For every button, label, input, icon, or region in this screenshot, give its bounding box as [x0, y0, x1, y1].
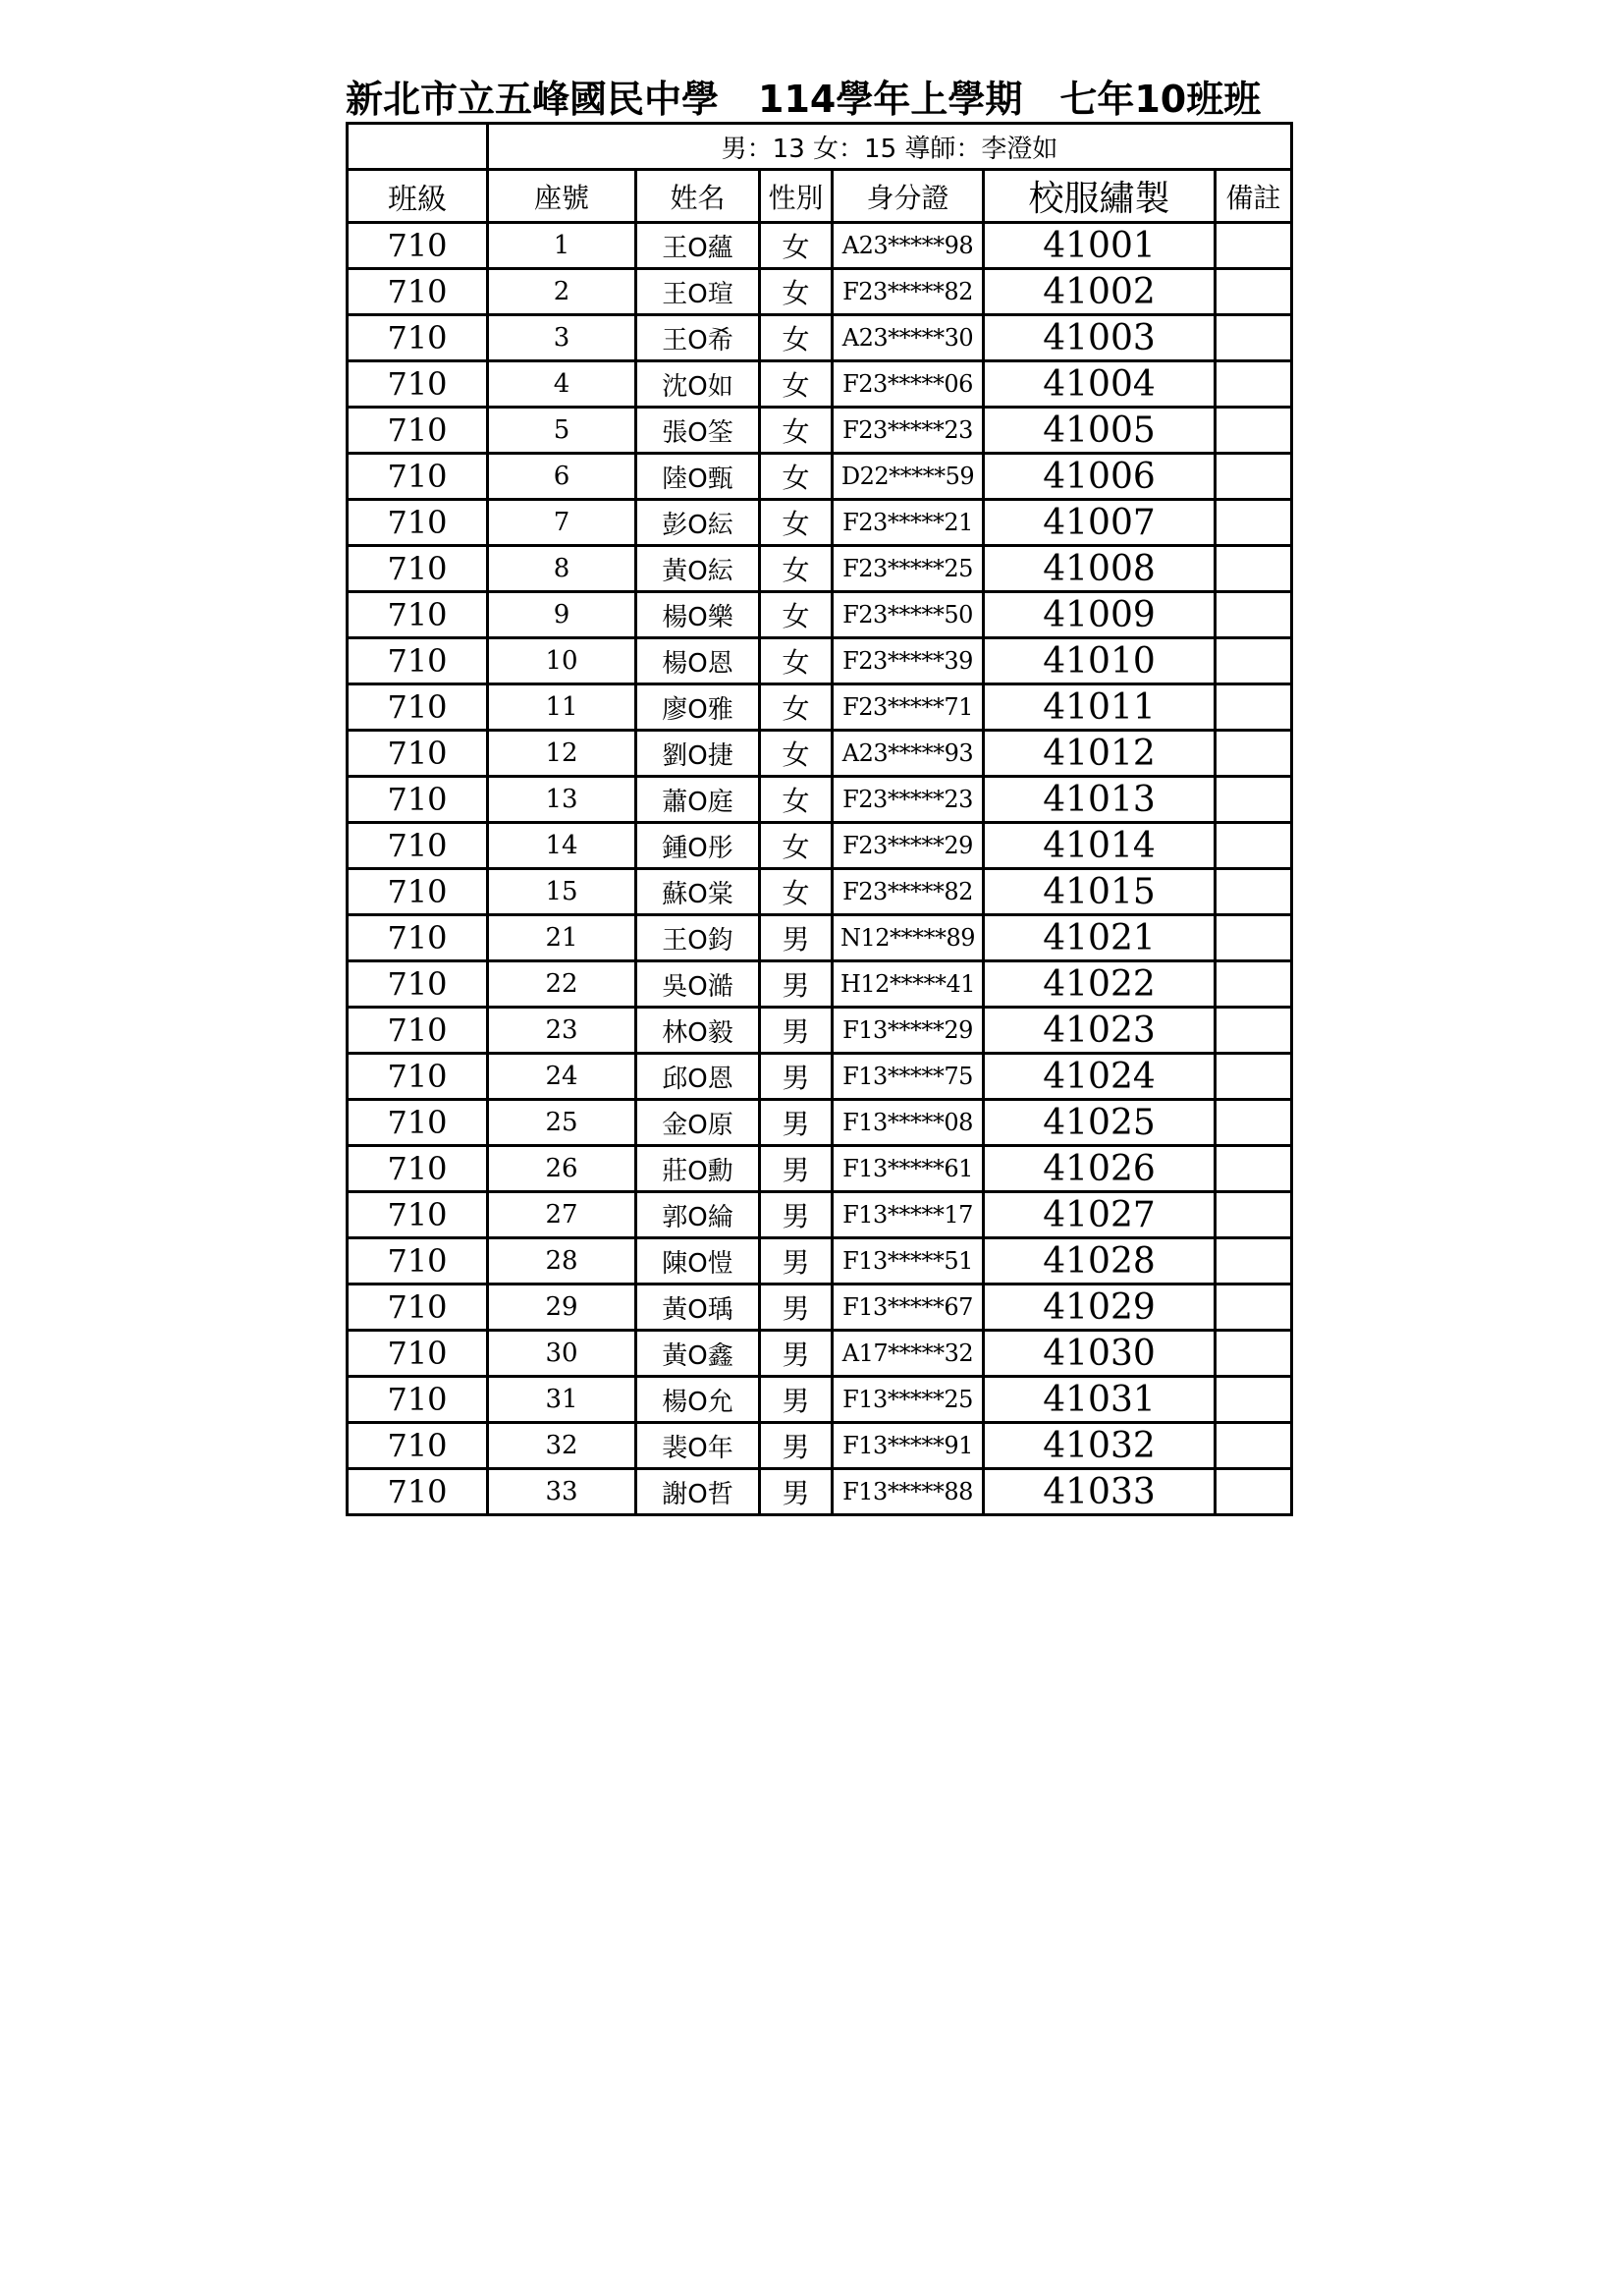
cell-gender: 男	[760, 1331, 833, 1377]
cell-note	[1216, 315, 1292, 361]
table-row	[348, 454, 1292, 500]
cell-class: 710	[348, 223, 488, 269]
cell-name: 蕭O庭	[636, 777, 760, 823]
table-row	[348, 1469, 1292, 1515]
table-row	[348, 223, 1292, 269]
cell-name: 吳O澔	[636, 961, 760, 1008]
cell-seat: 33	[488, 1469, 636, 1515]
cell-class: 710	[348, 592, 488, 638]
cell-class: 710	[348, 915, 488, 961]
cell-gender: 男	[760, 1469, 833, 1515]
cell-id: F23*****25	[833, 546, 984, 592]
cell-seat: 25	[488, 1100, 636, 1146]
cell-name: 黃O紜	[636, 546, 760, 592]
cell-id: A23*****98	[833, 223, 984, 269]
roster-table	[346, 122, 1293, 1516]
cell-name: 謝O哲	[636, 1469, 760, 1515]
cell-uniform: 41021	[984, 915, 1216, 961]
cell-seat: 14	[488, 823, 636, 869]
cell-class: 710	[348, 1192, 488, 1238]
cell-gender: 女	[760, 269, 833, 315]
cell-uniform: 41030	[984, 1331, 1216, 1377]
cell-uniform: 41012	[984, 731, 1216, 777]
cell-note	[1216, 361, 1292, 408]
cell-uniform: 41029	[984, 1285, 1216, 1331]
cell-class: 710	[348, 454, 488, 500]
table-row	[348, 1054, 1292, 1100]
cell-gender: 男	[760, 915, 833, 961]
cell-note	[1216, 1377, 1292, 1423]
cell-gender: 男	[760, 1192, 833, 1238]
table-row	[348, 915, 1292, 961]
cell-class: 710	[348, 869, 488, 915]
cell-note	[1216, 1146, 1292, 1192]
table-row	[348, 592, 1292, 638]
cell-note	[1216, 1331, 1292, 1377]
cell-uniform: 41003	[984, 315, 1216, 361]
table-row	[348, 777, 1292, 823]
cell-uniform: 41013	[984, 777, 1216, 823]
cell-uniform: 41022	[984, 961, 1216, 1008]
cell-uniform: 41033	[984, 1469, 1216, 1515]
cell-seat: 7	[488, 500, 636, 546]
cell-class: 710	[348, 1100, 488, 1146]
cell-name: 鍾O彤	[636, 823, 760, 869]
cell-id: F23*****50	[833, 592, 984, 638]
table-row	[348, 1377, 1292, 1423]
table-row	[348, 1008, 1292, 1054]
cell-note	[1216, 1192, 1292, 1238]
cell-gender: 女	[760, 546, 833, 592]
cell-class: 710	[348, 1238, 488, 1285]
cell-id: F23*****29	[833, 823, 984, 869]
table-row	[348, 731, 1292, 777]
cell-gender: 男	[760, 1054, 833, 1100]
cell-class: 710	[348, 315, 488, 361]
cell-id: A17*****32	[833, 1331, 984, 1377]
cell-id: A23*****93	[833, 731, 984, 777]
table-row	[348, 408, 1292, 454]
table-row	[348, 823, 1292, 869]
cell-class: 710	[348, 1285, 488, 1331]
cell-class: 710	[348, 408, 488, 454]
cell-uniform: 41010	[984, 638, 1216, 684]
cell-note	[1216, 454, 1292, 500]
cell-note	[1216, 546, 1292, 592]
header-row	[348, 170, 1292, 223]
class-summary: 男：13 女：15 導師：李澄如	[488, 124, 1292, 170]
cell-gender: 女	[760, 684, 833, 731]
cell-id: D22*****59	[833, 454, 984, 500]
cell-seat: 2	[488, 269, 636, 315]
cell-class: 710	[348, 546, 488, 592]
cell-gender: 女	[760, 500, 833, 546]
cell-class: 710	[348, 961, 488, 1008]
cell-id: F13*****17	[833, 1192, 984, 1238]
cell-id: F23*****39	[833, 638, 984, 684]
cell-name: 裴O年	[636, 1423, 760, 1469]
table-row	[348, 500, 1292, 546]
cell-note	[1216, 638, 1292, 684]
cell-uniform: 41026	[984, 1146, 1216, 1192]
cell-seat: 4	[488, 361, 636, 408]
cell-name: 陸O甄	[636, 454, 760, 500]
cell-seat: 31	[488, 1377, 636, 1423]
cell-uniform: 41032	[984, 1423, 1216, 1469]
title-school: 新北市立五峰國民中學	[346, 78, 720, 121]
cell-gender: 女	[760, 454, 833, 500]
cell-uniform: 41005	[984, 408, 1216, 454]
cell-class: 710	[348, 684, 488, 731]
cell-note	[1216, 1100, 1292, 1146]
cell-id: F23*****82	[833, 269, 984, 315]
title-term: 114學年上學期	[758, 78, 1023, 121]
cell-uniform: 41007	[984, 500, 1216, 546]
cell-uniform: 41011	[984, 684, 1216, 731]
cell-name: 金O原	[636, 1100, 760, 1146]
cell-note	[1216, 1423, 1292, 1469]
cell-note	[1216, 1469, 1292, 1515]
cell-id: F23*****23	[833, 777, 984, 823]
cell-gender: 女	[760, 638, 833, 684]
table-row	[348, 315, 1292, 361]
cell-id: F13*****51	[833, 1238, 984, 1285]
cell-seat: 10	[488, 638, 636, 684]
cell-seat: 3	[488, 315, 636, 361]
cell-note	[1216, 731, 1292, 777]
cell-note	[1216, 592, 1292, 638]
table-row	[348, 546, 1292, 592]
cell-gender: 女	[760, 777, 833, 823]
cell-class: 710	[348, 500, 488, 546]
cell-seat: 6	[488, 454, 636, 500]
cell-seat: 22	[488, 961, 636, 1008]
cell-class: 710	[348, 731, 488, 777]
cell-name: 郭O綸	[636, 1192, 760, 1238]
cell-uniform: 41025	[984, 1100, 1216, 1146]
cell-name: 王O希	[636, 315, 760, 361]
cell-seat: 9	[488, 592, 636, 638]
table-row	[348, 1423, 1292, 1469]
cell-note	[1216, 869, 1292, 915]
cell-id: F13*****67	[833, 1285, 984, 1331]
cell-gender: 男	[760, 961, 833, 1008]
cell-uniform: 41006	[984, 454, 1216, 500]
cell-gender: 女	[760, 731, 833, 777]
cell-name: 莊O勳	[636, 1146, 760, 1192]
cell-uniform: 41004	[984, 361, 1216, 408]
cell-uniform: 41002	[984, 269, 1216, 315]
cell-note	[1216, 915, 1292, 961]
cell-id: F13*****61	[833, 1146, 984, 1192]
cell-seat: 8	[488, 546, 636, 592]
cell-uniform: 41024	[984, 1054, 1216, 1100]
cell-seat: 15	[488, 869, 636, 915]
cell-name: 王O瑄	[636, 269, 760, 315]
cell-name: 劉O捷	[636, 731, 760, 777]
header-id: 身分證	[833, 170, 984, 223]
cell-name: 陳O愷	[636, 1238, 760, 1285]
cell-seat: 1	[488, 223, 636, 269]
cell-gender: 男	[760, 1423, 833, 1469]
cell-name: 張O筌	[636, 408, 760, 454]
cell-note	[1216, 1054, 1292, 1100]
cell-gender: 女	[760, 869, 833, 915]
cell-gender: 男	[760, 1146, 833, 1192]
table-row	[348, 1100, 1292, 1146]
cell-id: F13*****75	[833, 1054, 984, 1100]
cell-id: F23*****23	[833, 408, 984, 454]
cell-seat: 26	[488, 1146, 636, 1192]
header-gender: 性別	[760, 170, 833, 223]
cell-gender: 男	[760, 1238, 833, 1285]
cell-name: 楊O恩	[636, 638, 760, 684]
cell-class: 710	[348, 1377, 488, 1423]
cell-name: 楊O樂	[636, 592, 760, 638]
cell-name: 林O毅	[636, 1008, 760, 1054]
cell-uniform: 41023	[984, 1008, 1216, 1054]
title-class: 七年10班班	[1059, 78, 1262, 121]
summary-row	[348, 124, 1292, 170]
table-row	[348, 961, 1292, 1008]
cell-gender: 男	[760, 1377, 833, 1423]
table-row	[348, 269, 1292, 315]
cell-id: N12*****89	[833, 915, 984, 961]
cell-name: 廖O雅	[636, 684, 760, 731]
cell-name: 楊O允	[636, 1377, 760, 1423]
cell-uniform: 41028	[984, 1238, 1216, 1285]
header-class: 班級	[348, 170, 488, 223]
cell-note	[1216, 500, 1292, 546]
cell-note	[1216, 823, 1292, 869]
cell-id: F13*****25	[833, 1377, 984, 1423]
cell-note	[1216, 1285, 1292, 1331]
cell-name: 邱O恩	[636, 1054, 760, 1100]
summary-blank-cell	[348, 124, 488, 170]
cell-gender: 女	[760, 823, 833, 869]
header-seat: 座號	[488, 170, 636, 223]
cell-name: 彭O紜	[636, 500, 760, 546]
cell-id: F13*****91	[833, 1423, 984, 1469]
table-row	[348, 1192, 1292, 1238]
cell-note	[1216, 1238, 1292, 1285]
cell-id: F23*****82	[833, 869, 984, 915]
cell-seat: 32	[488, 1423, 636, 1469]
cell-class: 710	[348, 1054, 488, 1100]
cell-name: 蘇O棠	[636, 869, 760, 915]
table-row	[348, 1331, 1292, 1377]
cell-gender: 女	[760, 408, 833, 454]
cell-note	[1216, 408, 1292, 454]
cell-gender: 男	[760, 1100, 833, 1146]
cell-class: 710	[348, 361, 488, 408]
table-row	[348, 1238, 1292, 1285]
cell-seat: 5	[488, 408, 636, 454]
table-row	[348, 684, 1292, 731]
cell-gender: 男	[760, 1008, 833, 1054]
cell-seat: 30	[488, 1331, 636, 1377]
cell-name: 王O鈞	[636, 915, 760, 961]
cell-id: F23*****21	[833, 500, 984, 546]
cell-seat: 21	[488, 915, 636, 961]
cell-gender: 女	[760, 223, 833, 269]
cell-uniform: 41008	[984, 546, 1216, 592]
table-row	[348, 869, 1292, 915]
cell-gender: 女	[760, 592, 833, 638]
cell-class: 710	[348, 1423, 488, 1469]
cell-gender: 女	[760, 361, 833, 408]
header-note: 備註	[1216, 170, 1292, 223]
cell-class: 710	[348, 1146, 488, 1192]
cell-note	[1216, 223, 1292, 269]
cell-class: 710	[348, 823, 488, 869]
cell-note	[1216, 684, 1292, 731]
cell-class: 710	[348, 1008, 488, 1054]
cell-id: F23*****06	[833, 361, 984, 408]
cell-id: F13*****88	[833, 1469, 984, 1515]
table-row	[348, 638, 1292, 684]
cell-class: 710	[348, 1331, 488, 1377]
cell-uniform: 41001	[984, 223, 1216, 269]
table-row	[348, 1285, 1292, 1331]
header-uniform: 校服繡製	[984, 170, 1216, 223]
cell-note	[1216, 1008, 1292, 1054]
cell-seat: 13	[488, 777, 636, 823]
cell-class: 710	[348, 777, 488, 823]
cell-id: A23*****30	[833, 315, 984, 361]
header-name: 姓名	[636, 170, 760, 223]
cell-seat: 27	[488, 1192, 636, 1238]
cell-uniform: 41014	[984, 823, 1216, 869]
cell-uniform: 41031	[984, 1377, 1216, 1423]
cell-note	[1216, 777, 1292, 823]
cell-seat: 12	[488, 731, 636, 777]
cell-note	[1216, 961, 1292, 1008]
cell-gender: 男	[760, 1285, 833, 1331]
cell-gender: 女	[760, 315, 833, 361]
cell-seat: 29	[488, 1285, 636, 1331]
cell-seat: 23	[488, 1008, 636, 1054]
cell-uniform: 41009	[984, 592, 1216, 638]
cell-id: F13*****29	[833, 1008, 984, 1054]
page-title	[346, 75, 1288, 124]
cell-name: 黃O鑫	[636, 1331, 760, 1377]
cell-id: F13*****08	[833, 1100, 984, 1146]
table-row	[348, 361, 1292, 408]
cell-name: 沈O如	[636, 361, 760, 408]
cell-id: F23*****71	[833, 684, 984, 731]
cell-class: 710	[348, 1469, 488, 1515]
cell-uniform: 41027	[984, 1192, 1216, 1238]
cell-seat: 11	[488, 684, 636, 731]
table-row	[348, 1146, 1292, 1192]
cell-note	[1216, 269, 1292, 315]
cell-seat: 24	[488, 1054, 636, 1100]
cell-id: H12*****41	[833, 961, 984, 1008]
cell-uniform: 41015	[984, 869, 1216, 915]
cell-class: 710	[348, 269, 488, 315]
cell-seat: 28	[488, 1238, 636, 1285]
cell-class: 710	[348, 638, 488, 684]
cell-name: 黃O瑀	[636, 1285, 760, 1331]
cell-name: 王O蘊	[636, 223, 760, 269]
